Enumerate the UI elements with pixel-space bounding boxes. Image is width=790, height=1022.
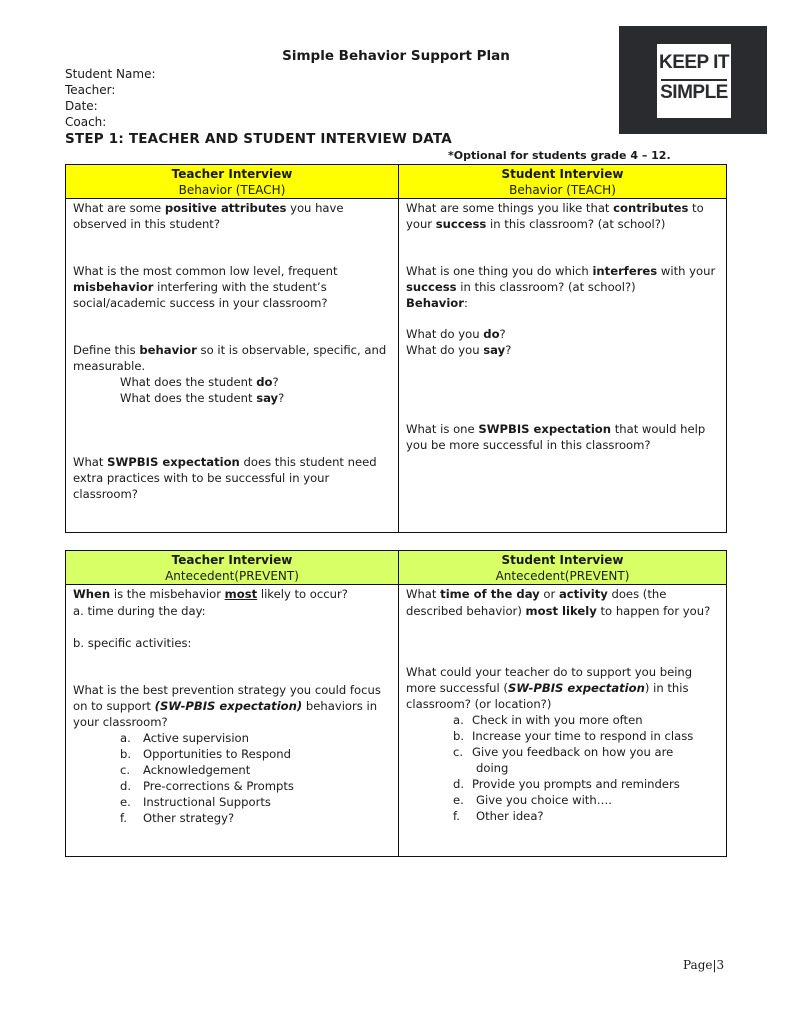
page-label: Page <box>683 958 713 972</box>
header-subtitle: Behavior (TEACH) <box>509 183 616 197</box>
question-specific-activities: b. specific activities: <box>73 636 192 650</box>
question-time-of-day: a. time during the day: <box>73 604 206 618</box>
document-title: Simple Behavior Support Plan <box>282 48 510 64</box>
question-what-do: What do you do? <box>406 327 506 341</box>
question-student-say: What does the student say? <box>120 391 285 405</box>
list-item: f. Other idea? <box>453 809 544 823</box>
list-item: a. Check in with you more often <box>453 713 643 727</box>
header-title: Student Interview <box>501 167 624 181</box>
logo-text-line1: KEEP IT <box>658 52 730 73</box>
header-subtitle: Antecedent(PREVENT) <box>495 569 630 583</box>
student-interview-header <box>399 551 727 585</box>
list-item: d. Provide you prompts and reminders <box>453 777 680 791</box>
question-interferes-success: What is one thing you do which interferes with your success in this classroom? (at school?) <box>406 264 716 294</box>
question-prevention-strategy: What is the best prevention strategy you could focus on to support (SW-PBIS expectation) behaviors in your classroom? <box>73 683 381 729</box>
question-swpbis-expectation: What SWPBIS expectation does this student need extra practices with to be successful in your classroom? <box>73 455 377 501</box>
list-item: c. Acknowledgement <box>120 763 251 777</box>
meta-fields <box>65 66 156 130</box>
logo-text-line2: SIMPLE <box>660 82 728 103</box>
list-item: d. Pre-corrections & Prompts <box>120 779 294 793</box>
header-title: Teacher Interview <box>171 167 293 181</box>
logo-rule <box>661 79 727 81</box>
student-teach-questions <box>399 199 727 533</box>
header-title: Student Interview <box>501 553 624 567</box>
list-item: a. Active supervision <box>120 731 249 745</box>
teacher-prevent-questions <box>66 585 399 857</box>
list-item: e. Instructional Supports <box>120 795 271 809</box>
behavior-label: Behavior: <box>406 296 468 310</box>
list-item: doing <box>476 761 509 775</box>
list-item: f. Other strategy? <box>120 811 235 825</box>
strategy-list <box>73 730 392 826</box>
teacher-interview-header <box>66 551 399 585</box>
header-subtitle: Behavior (TEACH) <box>178 183 286 197</box>
teacher-teach-questions <box>66 199 399 533</box>
list-item: c. Give you feedback on how you are <box>453 745 674 759</box>
list-item: b. Increase your time to respond in class <box>453 729 694 743</box>
page-number: 3 <box>716 958 725 972</box>
question-swpbis-help: What is one SWPBIS expectation that would help you be more successful in this classroom? <box>406 422 706 452</box>
list-item: b. Opportunities to Respond <box>120 747 291 761</box>
question-positive-attributes: What are some positive attributes you have observed in this student? <box>73 201 344 231</box>
question-what-say: What do you say? <box>406 343 512 357</box>
teach-table <box>65 164 727 533</box>
meta-teacher: Teacher: <box>65 83 116 97</box>
question-time-activity: What time of the day or activity does (the described behavior) most likely to happen for you? <box>406 587 711 618</box>
optional-note: *Optional for students grade 4 – 12. <box>448 149 671 162</box>
question-contributes-success: What are some things you like that contributes to your success in this classroom? (at school?) <box>406 201 704 231</box>
header-subtitle: Antecedent(PREVENT) <box>165 569 299 583</box>
meta-coach: Coach: <box>65 115 107 129</box>
support-list <box>406 712 720 824</box>
student-interview-header <box>399 165 727 199</box>
question-student-do: What does the student do? <box>120 375 279 389</box>
question-misbehavior: What is the most common low level, frequent misbehavior interfering with the student’s social/academic success in your classroom? <box>73 264 338 310</box>
list-item: e. Give you choice with…. <box>453 793 612 807</box>
prevent-table <box>65 550 727 857</box>
student-prevent-questions <box>399 585 727 857</box>
step-heading: STEP 1: TEACHER AND STUDENT INTERVIEW DATA <box>65 131 452 147</box>
page-footer <box>683 958 724 972</box>
meta-student-name: Student Name: <box>65 67 156 81</box>
header-title: Teacher Interview <box>171 553 293 567</box>
meta-date: Date: <box>65 99 98 113</box>
question-teacher-support: What could your teacher do to support you being more successful (SW-PBIS expectation) in this classroom? (or location?) <box>406 665 693 711</box>
question-define-behavior: Define this behavior so it is observable, specific, and measurable. <box>73 343 387 373</box>
page-separator: | <box>712 958 717 972</box>
teacher-interview-header <box>66 165 399 199</box>
question-when-misbehavior: When is the misbehavior most likely to occur? <box>73 587 348 601</box>
